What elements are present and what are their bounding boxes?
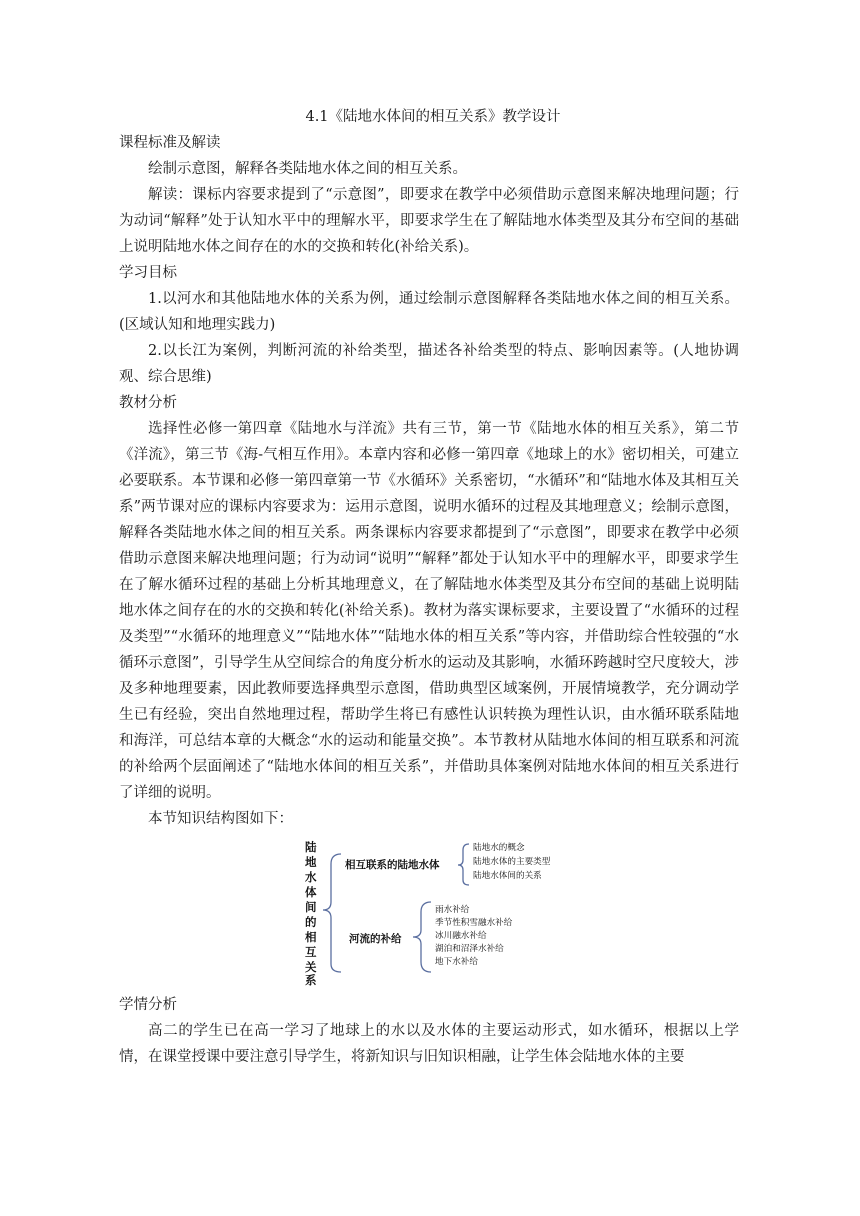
- document-page: [119, 104, 739, 1070]
- diagram-root-label: [305, 840, 317, 986]
- leaf-item: 陆地水体的主要类型: [473, 857, 551, 867]
- section-heading-textbook: 教材分析: [119, 395, 177, 411]
- leaf-item: 地下水补给: [435, 957, 478, 967]
- leaf-item: 冰川融水补给: [435, 931, 487, 941]
- root-char: 的: [305, 915, 317, 929]
- section-heading-objectives: 学习目标: [119, 265, 177, 281]
- leaf-item: 湖泊和沼泽水补给: [435, 944, 504, 954]
- paragraph: 高二的学生已在高一学习了地球上的水以及水体的主要运动形式，如水循环，根据以上学情，在课堂授课中要注意引导学生，将新知识与旧知识相融，让学生体会陆地水体的主要: [119, 1023, 739, 1065]
- root-char: 间: [305, 900, 317, 914]
- section-heading-students: 学情分析: [119, 997, 177, 1013]
- branch-label-river-recharge: 河流的补给: [349, 933, 402, 945]
- paragraph: 本节知识结构图如下：: [148, 811, 293, 827]
- paragraph: 1.以河水和其他陆地水体的关系为例，通过绘制示意图解释各类陆地水体之间的相互关系。(区域认知和地理实践力): [119, 291, 739, 333]
- root-char: 地: [305, 855, 317, 869]
- knowledge-structure-diagram: [119, 838, 739, 986]
- knowledge-structure-svg: [293, 838, 563, 986]
- leaf-item: 雨水补给: [435, 905, 470, 915]
- paragraph: 绘制示意图，解释各类陆地水体之间的相互关系。: [148, 161, 467, 177]
- root-char: 相: [305, 930, 317, 944]
- paragraph: 2.以长江为案例，判断河流的补给类型，描述各补给类型的特点、影响因素等。(人地协调观、综合思维): [119, 343, 739, 385]
- root-char: 体: [305, 885, 317, 899]
- document-title: 4.1《陆地水体间的相互关系》教学设计: [305, 109, 561, 125]
- section-heading-curriculum: 课程标准及解读: [119, 135, 221, 151]
- branch2-brace: [413, 902, 431, 972]
- paragraph: 选择性必修一第四章《陆地水与洋流》共有三节，第一节《陆地水体的相互关系》，第二节《洋流》，第三节《海-气相互作用》。本章内容和必修一第四章《地球上的水》密切相关，可建立必要联系。本节课和必修一第四章第一节《水循环》关系密切，“水循环”和“陆地水体及其相互关系”两节课对应的课标内容要求为：运用示意图，说明水循环的过程及其地理意义；绘制示意图，解释各类陆地水体之间的相互关系。两条课标内容要求都提到了“示意图”，即要求在教学中必须借助示意图来解决地理问题；行为动词“说明”“解释”都处于认知水平中的理解水平，即要求学生在了解水循环过程的基础上分析其地理意义，在了解陆地水体类型及其分布空间的基础上说明陆地水体之间存在的水的交换和转化(补给关系)。教材为落实课标要求，主要设置了“水循环的过程及类型”“水循环的地理意义”“陆地水体”“陆地水体的相互关系”等内容，并借助综合性较强的“水循环示意图”，引导学生从空间综合的角度分析水的运动及其影响，水循环跨越时空尺度较大，涉及多种地理要素，因此教师要选择典型示意图，借助典型区域案例，开展情境教学，充分调动学生已有经验，突出自然地理过程，帮助学生将已有感性认识转换为理性认识，由水循环联系陆地和海洋，可总结本章的大概念“水的运动和能量交换”。本节教材从陆地水体间的相互联系和河流的补给两个层面阐述了“陆地水体间的相互关系”，并借助具体案例对陆地水体间的相互关系进行了详细的说明。: [119, 421, 739, 801]
- root-char: 陆: [305, 840, 317, 854]
- leaf-item: 陆地水体间的关系: [473, 871, 542, 881]
- root-char: 系: [305, 973, 317, 986]
- main-brace: [323, 854, 341, 972]
- root-char: 水: [305, 870, 317, 884]
- root-char: 互: [305, 945, 317, 959]
- paragraph: 解读：课标内容要求提到了“示意图”，即要求在教学中必须借助示意图来解决地理问题；行为动词“解释”处于认知水平中的理解水平，即要求学生在了解陆地水体类型及其分布空间的基础上说明陆地水体之间存在的水的交换和转化(补给关系)。: [119, 187, 739, 255]
- branch-label-connected-water: 相互联系的陆地水体: [345, 859, 440, 871]
- root-char: 关: [305, 960, 317, 974]
- branch1-brace: [458, 844, 469, 885]
- leaf-item: 季节性积雪融水补给: [435, 918, 513, 928]
- leaf-item: 陆地水的概念: [473, 843, 525, 853]
